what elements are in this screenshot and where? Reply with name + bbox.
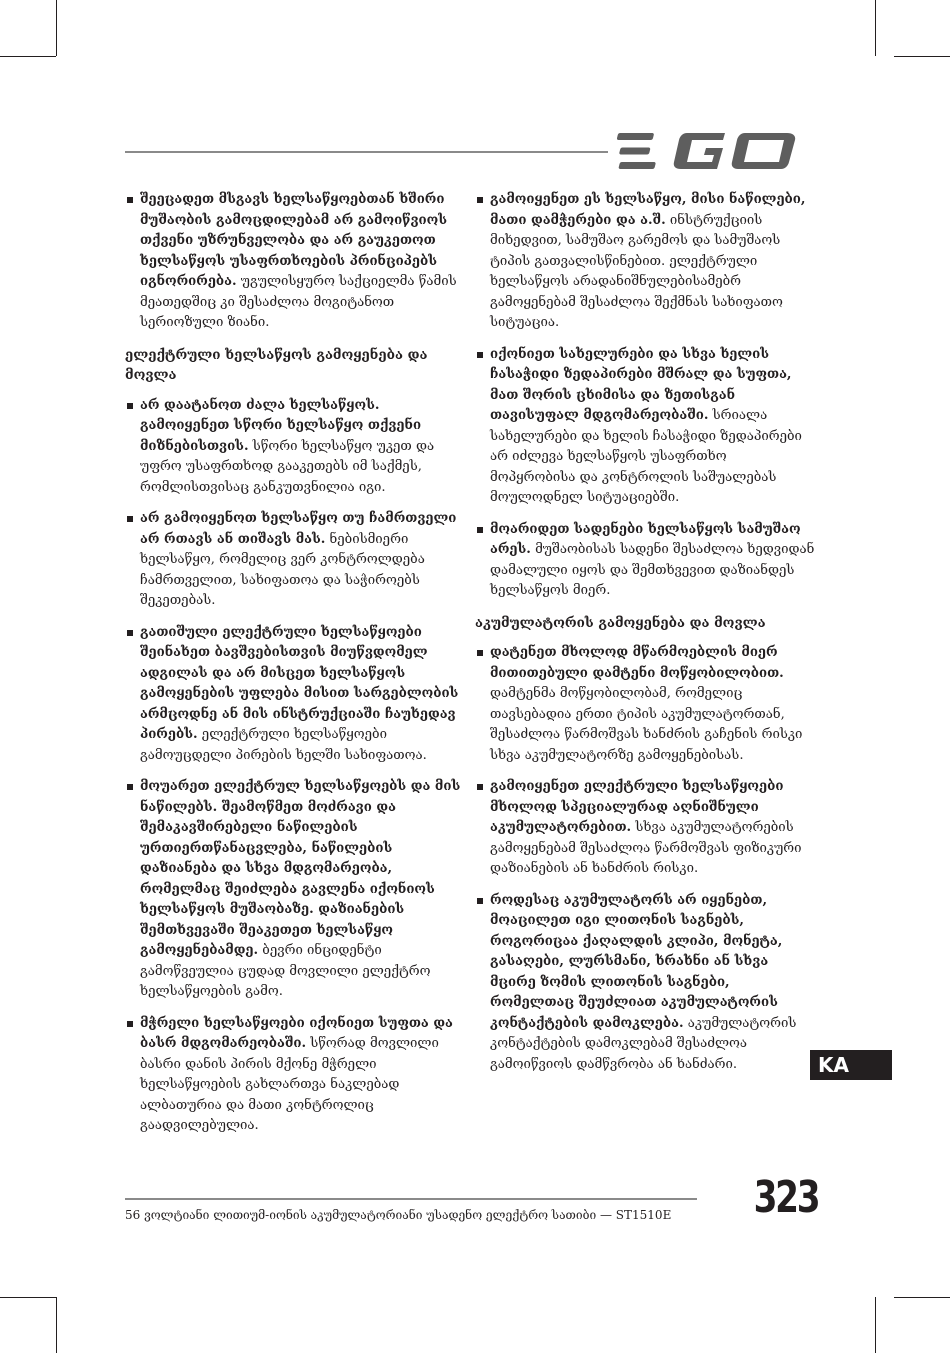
header-rule <box>125 151 608 153</box>
item-bold-text: მჭრელი ხელსაწყოები იქონიეთ სუფთა და ბასრ მდგომარეობაში. <box>140 1015 453 1051</box>
section-heading: აკუმულატორის გამოყენება და მოვლა <box>475 614 766 631</box>
bullet-icon <box>127 516 133 522</box>
item-bold-text: გამოიყენეთ ელექტრული ხელსაწყოები მხოლოდ სპეციალურად აღნიშნული აკუმულატორებით. <box>490 779 784 835</box>
list-item <box>475 345 815 509</box>
bullet-icon <box>127 1021 133 1027</box>
item-text: მუშაობისას სადენი შესაძლოა ხედვიდან დამალული იყოს და შემთხვევით დაზიანდეს ხელსაწყოს მიერ. <box>490 542 815 598</box>
crop-mark <box>875 1297 876 1353</box>
list-item <box>475 643 815 766</box>
list-item <box>125 509 465 612</box>
crop-mark <box>0 1297 56 1298</box>
list-item <box>125 623 465 767</box>
section-heading: ელექტრული ხელსაწყოს გამოყენება და მოვლა <box>125 346 428 383</box>
crop-mark <box>56 1297 57 1353</box>
bullet-icon <box>127 630 133 636</box>
item-text: სრიალა სახელურები და ხელის ჩასაჭიდი ზედაპირები არ იძლევა ხელსაწყოს უსაფრთხო მოპყრობისა და კონტროლის საშუალებას მოულოდნელ სიტუაციებში. <box>490 408 802 505</box>
list-item <box>475 520 815 602</box>
item-bold-text: როდესაც აკუმულატორს არ იყენებთ, მოაცილეთ იგი ლითონის საგნებს, როგორიცაა ქაღალდის კლიპი, მონეტა, გასაღები, ლურსმანი, ხრახნი ან სხვა მცირე ზომის ლითონის საგნები, რომელთაც შეუძლიათ აკუმულატორის კონტაქტების დამოკლება. <box>490 892 783 1031</box>
item-bold-text: მოარიდეთ სადენები ხელსაწყოს სამუშაო არეს. <box>490 521 801 557</box>
item-text: სხვა აკუმულატორების გამოყენებამ შესაძლოა წარმოშვას ფიზიკური დაზიანების ან ხანძრის რისკი. <box>490 820 802 876</box>
list-item <box>475 891 815 1076</box>
item-text: ბევრი ინციდენტი გამოწვეულია ცუდად მოვლილი ელექტრო ხელსაწყოების გამო. <box>140 943 431 999</box>
crop-mark <box>894 56 950 57</box>
left-column <box>125 190 465 1148</box>
bullet-icon <box>477 650 483 656</box>
right-column <box>475 190 815 1086</box>
item-bold-text: მოუარეთ ელექტრულ ხელსაწყოებს და მის ნაწილებს. შეამოწმეთ მოძრავი და შემაკავშირებელი ნაწილების ურთიერთწანაცვლება, ნაწილების დაზიანება და სხვა მდგომარეობა, რომელმაც შეიძლება გავლენა იქონიოს ხელსაწყოს მუშაობაზე. დაზიანების შემთხვევაში შეაკეთეთ ხელსაწყო გამოყენებამდე. <box>140 779 461 958</box>
footer-rule <box>125 1198 697 1200</box>
item-text: სწორი ხელსაწყო უკეთ და უფრო უსაფრთხოდ გააკეთებს იმ საქმეს, რომლისთვისაც განკუთვნილია იგი. <box>140 438 435 495</box>
bullet-icon <box>127 197 133 203</box>
page-number: 323 <box>753 1172 819 1223</box>
crop-mark <box>56 0 57 56</box>
bullet-icon <box>477 898 483 904</box>
list-item <box>125 190 465 334</box>
item-bold-text: არ დაატანოთ ძალა ხელსაწყოს. გამოიყენეთ სწორი ხელსაწყო თქვენი მიზნებისთვის. <box>140 397 422 454</box>
item-text: ნებისმიერი ხელსაწყო, რომელიც ვერ კონტროლდება ჩამრთველით, სახიფათოა და საჭიროებს შეკეთებას. <box>140 531 425 608</box>
item-text: აკუმულატორის კონტაქტების დამოკლებამ შესაძლოა გამოიწვიოს დამწვრობა ან ხანძარი. <box>490 1015 797 1072</box>
list-item <box>125 1014 465 1137</box>
item-bold-text: შეეცადეთ მსგავს ხელსაწყოებთან ხშირი მუშაობის გამოცდილებამ არ გამოიწვიოს თქვენი უზრუნველობა და არ გაუკეთოთ ხელსაწყოს უსაფრთხოების პრინციპებს იგნორირება. <box>140 192 447 289</box>
crop-mark <box>894 1297 950 1298</box>
ego-logo <box>617 130 799 172</box>
item-bold-text: დატენეთ მხოლოდ მწარმოებლის მიერ მითითებული დამტენი მოწყობილობით. <box>490 645 784 681</box>
list-item <box>475 190 815 334</box>
item-bold-text: იქონიეთ სახელურები და სხვა ხელის ჩასაჭიდი ზედაპირები მშრალ და სუფთა, მათ შორის ცხიმისა და ზეთისგან თავისუფალ მდგომარეობაში. <box>490 346 792 423</box>
bullet-icon <box>477 784 483 790</box>
item-text: ინსტრუქციის მიხედვით, სამუშაო გარემოს და სამუშაოს ტიპის გათვალისწინებით. ელექტრული ხელსაწყოს არადანიშნულებისამებრ გამოყენებამ შესაძლოა შექმნას სახიფათო სიტუაცია. <box>490 212 783 330</box>
crop-mark <box>875 0 876 56</box>
item-text: ელექტრული ხელსაწყოები გამოუცდელი პირების ხელში სახიფათოა. <box>140 727 427 763</box>
bullet-icon <box>477 527 483 533</box>
list-item <box>125 777 465 1003</box>
item-bold-text: არ გამოიყენოთ ხელსაწყო თუ ჩამრთველი არ რთავს ან თიშავს მას. <box>140 511 457 547</box>
bullet-icon <box>477 197 483 203</box>
item-text: სწორად მოვლილი ბასრი დანის პირის მქონე მჭრელი ხელსაწყოების გახლართვა ნაკლებად ალბათურია და მათი კონტროლიც გაადვილებულია. <box>140 1036 439 1133</box>
language-tab: KA <box>810 1050 892 1080</box>
bullet-icon <box>127 403 133 409</box>
crop-mark <box>0 56 56 57</box>
bullet-icon <box>127 784 133 790</box>
bullet-icon <box>477 352 483 358</box>
footer-text: 56 ვოლტიანი ლითიუმ-იონის აკუმულატორიანი უსადენო ელექტრო სათიბი — ST1510E <box>125 1208 672 1222</box>
item-text: უგულისყურო საქციელმა წამის მეათედშიც კი შესაძლოა მოგიტანოთ სერიოზული ზიანი. <box>140 274 457 330</box>
list-item <box>125 396 465 499</box>
item-text: დამტენმა მოწყობილობამ, რომელიც თავსებადია ერთი ტიპის აკუმულატორთან, შესაძლოა წარმოშვას ხანძრის გაჩენის რისკი სხვა აკუმულატორზე გამოყენებისას. <box>490 686 803 763</box>
list-item <box>475 777 815 880</box>
item-bold-text: გამოიყენეთ ეს ხელსაწყო, მისი ნაწილები, მათი დამჭერები და ა.შ. <box>490 192 806 228</box>
item-bold-text: გათიშული ელექტრული ხელსაწყოები შეინახეთ ბავშვებისთვის მიუწვდომელ ადგილას და არ მისცეთ ხელსაწყოს გამოყენების უფლება მისით სარგებლობის არმცოდნე ან მის ინსტრუქციაში ჩაუხედავ პირებს. <box>140 624 459 742</box>
